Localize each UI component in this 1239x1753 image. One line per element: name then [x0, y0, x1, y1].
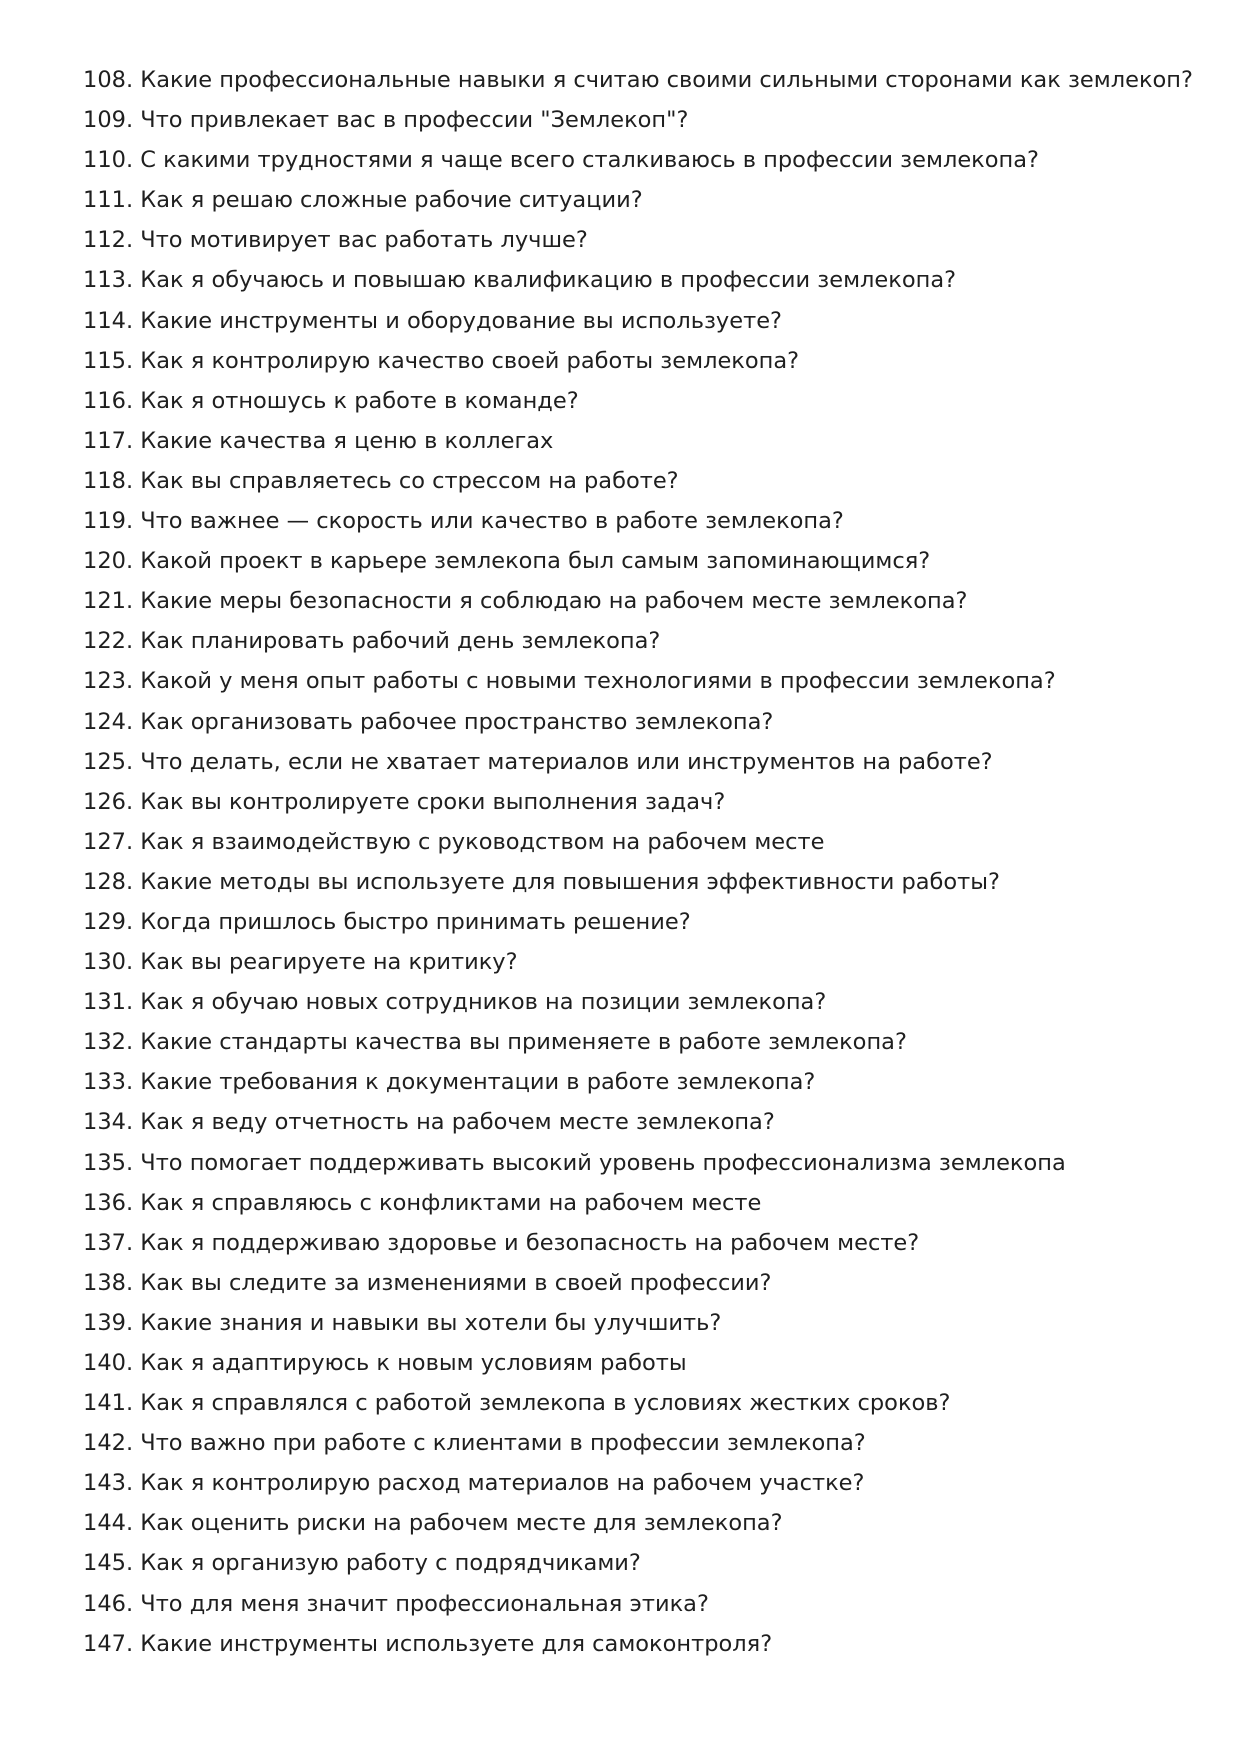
question-number: 132. [83, 1029, 134, 1056]
question-text: Какие инструменты и оборудование вы используете? [140, 307, 782, 334]
question-text: Как я контролирую качество своей работы землекопа? [140, 347, 800, 374]
list-item [83, 661, 1203, 701]
list-item [83, 381, 1203, 421]
question-text: Как вы справляетесь со стрессом на работе? [140, 467, 679, 494]
question-text: С какими трудностями я чаще всего сталкиваюсь в профессии землекопа? [140, 147, 1039, 174]
question-text: Какие стандарты качества вы применяете в работе землекопа? [140, 1029, 907, 1056]
question-number: 116. [83, 387, 134, 414]
question-text: Какие меры безопасности я соблюдаю на рабочем месте землекопа? [140, 588, 968, 615]
question-number: 124. [83, 708, 134, 735]
question-text: Как я контролирую расход материалов на рабочем участке? [140, 1470, 865, 1497]
question-text: Как я обучаюсь и повышаю квалификацию в профессии землекопа? [140, 267, 957, 294]
question-text: Какие профессиональные навыки я считаю своими сильными сторонами как землекоп? [140, 67, 1193, 93]
list-item [83, 1343, 1203, 1383]
question-number: 108. [83, 67, 134, 93]
question-number: 126. [83, 788, 134, 815]
question-text: Как я поддерживаю здоровье и безопасность на рабочем месте? [140, 1229, 920, 1256]
question-number: 109. [83, 107, 134, 134]
question-number: 138. [83, 1269, 134, 1296]
question-number: 115. [83, 347, 134, 374]
question-number: 135. [83, 1149, 134, 1176]
question-text: Какой проект в карьере землекопа был самым запоминающимся? [140, 548, 931, 575]
question-number: 120. [83, 548, 134, 575]
question-text: Как я взаимодействую с руководством на рабочем месте [140, 828, 825, 855]
list-item [83, 1102, 1203, 1142]
question-text: Как я справляюсь с конфликтами на рабочем месте [140, 1189, 762, 1216]
question-text: Как я организую работу с подрядчиками? [140, 1550, 641, 1577]
question-number: 125. [83, 748, 134, 775]
list-item [83, 581, 1203, 621]
question-text: Как вы реагируете на критику? [140, 949, 518, 976]
question-text: Как я веду отчетность на рабочем месте землекопа? [140, 1109, 775, 1136]
list-item [83, 1503, 1203, 1543]
question-text: Как вы следите за изменениями в своей профессии? [140, 1269, 772, 1296]
question-number: 146. [83, 1590, 134, 1617]
question-number: 143. [83, 1470, 134, 1497]
list-item [83, 541, 1203, 581]
question-number: 111. [83, 187, 134, 214]
list-item [83, 60, 1203, 100]
question-text: Когда пришлось быстро принимать решение? [140, 908, 691, 935]
list-item [83, 1143, 1203, 1183]
question-number: 136. [83, 1189, 134, 1216]
question-number: 122. [83, 628, 134, 655]
list-item [83, 220, 1203, 260]
question-number: 119. [83, 508, 134, 535]
list-item [83, 982, 1203, 1022]
question-text: Что привлекает вас в профессии "Землекоп"? [140, 107, 689, 134]
question-number: 112. [83, 227, 134, 254]
question-text: Как я обучаю новых сотрудников на позиции землекопа? [140, 989, 827, 1016]
question-number: 140. [83, 1350, 134, 1376]
question-number: 110. [83, 147, 134, 174]
question-text: Что помогает поддерживать высокий уровень профессионализма землекопа [140, 1149, 1066, 1176]
list-item [83, 180, 1203, 220]
question-text: Какие требования к документации в работе землекопа? [140, 1069, 816, 1096]
question-text: Как вы контролируете сроки выполнения задач? [140, 788, 726, 815]
question-text: Что делать, если не хватает материалов или инструментов на работе? [140, 748, 993, 775]
list-item [83, 1423, 1203, 1463]
question-text: Что для меня значит профессиональная этика? [140, 1590, 709, 1617]
question-text: Как я справлялся с работой землекопа в условиях жестких сроков? [140, 1390, 951, 1417]
list-item [83, 1223, 1203, 1263]
list-item [83, 501, 1203, 541]
question-number: 130. [83, 949, 134, 976]
question-text: Как я отношусь к работе в команде? [140, 387, 579, 414]
question-number: 127. [83, 828, 134, 855]
question-text: Какие методы вы используете для повышения эффективности работы? [140, 868, 1000, 895]
question-text: Какие знания и навыки вы хотели бы улучшить? [140, 1309, 722, 1336]
list-item [83, 1062, 1203, 1102]
question-number: 139. [83, 1309, 134, 1336]
list-item [83, 702, 1203, 742]
question-text: Как я решаю сложные рабочие ситуации? [140, 187, 643, 214]
question-text: Как планировать рабочий день землекопа? [140, 628, 661, 655]
question-text: Как оценить риски на рабочем месте для землекопа? [140, 1510, 783, 1537]
list-item [83, 341, 1203, 381]
question-number: 144. [83, 1510, 134, 1537]
question-number: 141. [83, 1390, 134, 1417]
list-item [83, 1022, 1203, 1062]
question-text: Какие инструменты используете для самоконтроля? [140, 1630, 773, 1657]
list-item [83, 902, 1203, 942]
question-number: 133. [83, 1069, 134, 1096]
question-number: 128. [83, 868, 134, 895]
question-number: 145. [83, 1550, 134, 1577]
list-item [83, 621, 1203, 661]
list-item [83, 1303, 1203, 1343]
list-item [83, 742, 1203, 782]
question-number: 121. [83, 588, 134, 615]
list-item [83, 100, 1203, 140]
question-number: 118. [83, 467, 134, 494]
list-item [83, 140, 1203, 180]
list-item [83, 421, 1203, 461]
list-item [83, 1383, 1203, 1423]
question-number: 131. [83, 989, 134, 1016]
question-number: 113. [83, 267, 134, 294]
question-number: 123. [83, 668, 134, 695]
question-text: Что мотивирует вас работать лучше? [140, 227, 588, 254]
list-item [83, 1624, 1203, 1664]
list-item [83, 301, 1203, 341]
list-item [83, 1183, 1203, 1223]
list-item [83, 782, 1203, 822]
question-text: Как я адаптируюсь к новым условиям работы [140, 1350, 687, 1376]
list-item [83, 942, 1203, 982]
question-text: Что важно при работе с клиентами в профессии землекопа? [140, 1430, 866, 1457]
question-text: Какие качества я ценю в коллегах [140, 427, 554, 454]
question-number: 137. [83, 1229, 134, 1256]
question-number: 142. [83, 1430, 134, 1457]
list-item [83, 1543, 1203, 1583]
list-item [83, 461, 1203, 501]
list-item [83, 1463, 1203, 1503]
question-text: Что важнее — скорость или качество в работе землекопа? [140, 508, 844, 535]
question-list [83, 60, 1203, 1664]
list-item [83, 1584, 1203, 1624]
question-number: 117. [83, 427, 134, 454]
question-text: Как организовать рабочее пространство землекопа? [140, 708, 774, 735]
list-item [83, 1263, 1203, 1303]
list-item [83, 862, 1203, 902]
question-text: Какой у меня опыт работы с новыми технологиями в профессии землекопа? [140, 668, 1056, 695]
question-number: 134. [83, 1109, 134, 1136]
list-item [83, 822, 1203, 862]
question-number: 129. [83, 908, 134, 935]
question-number: 147. [83, 1630, 134, 1657]
list-item [83, 260, 1203, 300]
question-number: 114. [83, 307, 134, 334]
